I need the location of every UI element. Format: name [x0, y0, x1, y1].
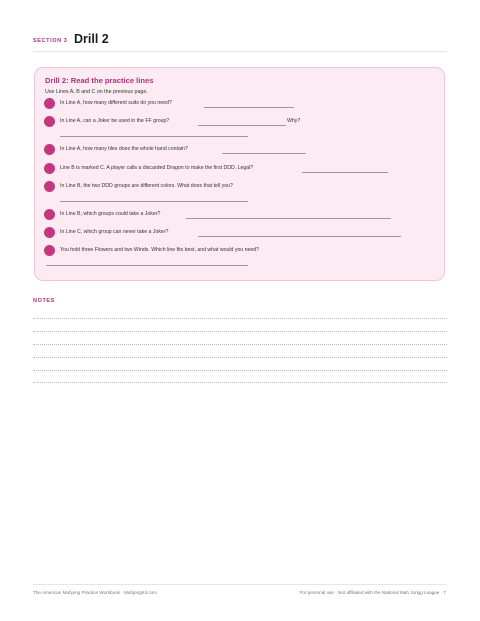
- answer-line[interactable]: [198, 236, 401, 237]
- footer-divider: [33, 584, 447, 585]
- question-bullet-icon: [44, 163, 55, 174]
- question-4: [44, 163, 434, 175]
- question-7: [44, 227, 434, 239]
- answer-line[interactable]: [198, 125, 286, 126]
- answer-line-continued[interactable]: [60, 136, 248, 137]
- section-label: SECTION 3: [33, 38, 68, 44]
- answer-line[interactable]: [46, 265, 248, 266]
- note-line[interactable]: [33, 318, 447, 319]
- question-bullet-icon: [44, 209, 55, 220]
- answer-line[interactable]: [204, 107, 294, 108]
- page-header: [33, 32, 447, 52]
- question-text: In Line A, can a Joker be used in the FF group?: [60, 118, 170, 124]
- question-suffix: Why?: [287, 118, 301, 124]
- question-5: [44, 181, 434, 193]
- answer-line[interactable]: [60, 201, 248, 202]
- note-line[interactable]: [33, 357, 447, 358]
- answer-line[interactable]: [222, 153, 306, 154]
- note-line[interactable]: [33, 331, 447, 332]
- question-bullet-icon: [44, 181, 55, 192]
- question-text: Line B is marked C. A player calls a discarded Dragon to make the first DDD. Legal?: [60, 165, 254, 171]
- header-divider: [33, 51, 447, 52]
- question-text: You hold three Flowers and two Winds. Which line fits best, and what would you need?: [60, 247, 260, 253]
- notes-label: NOTES: [33, 298, 55, 304]
- answer-line[interactable]: [186, 218, 391, 219]
- question-8: [44, 245, 434, 257]
- question-text: In Line A, how many different suits do you need?: [60, 100, 172, 106]
- drill-card: [34, 67, 445, 281]
- question-bullet-icon: [44, 227, 55, 238]
- question-bullet-icon: [44, 98, 55, 109]
- page-title: Drill 2: [74, 32, 109, 46]
- answer-line[interactable]: [302, 172, 388, 173]
- question-6: [44, 209, 434, 221]
- question-text: In Line B, the two DDD groups are different colors. What does that tell you?: [60, 183, 233, 189]
- question-text: In Line B, which groups could take a Joker?: [60, 211, 161, 217]
- note-line[interactable]: [33, 370, 447, 371]
- question-bullet-icon: [44, 144, 55, 155]
- question-3: [44, 144, 434, 156]
- question-bullet-icon: [44, 116, 55, 127]
- footer-left: The American Mahjong Practice Workbook · MahjongKit.com: [33, 590, 157, 595]
- question-1: [44, 98, 434, 110]
- question-bullet-icon: [44, 245, 55, 256]
- question-text: In Line C, which group can never take a Joker?: [60, 229, 169, 235]
- note-line[interactable]: [33, 382, 447, 383]
- question-text: In Line A, how many tiles does the whole hand contain?: [60, 146, 188, 152]
- footer-right: For personal use · Not affiliated with the National Mah Jongg League · 7: [299, 590, 446, 595]
- question-2: [44, 116, 434, 128]
- card-intro: Use Lines A, B and C on the previous page.: [45, 89, 148, 95]
- note-line[interactable]: [33, 344, 447, 345]
- card-title: Drill 2: Read the practice lines: [45, 76, 154, 85]
